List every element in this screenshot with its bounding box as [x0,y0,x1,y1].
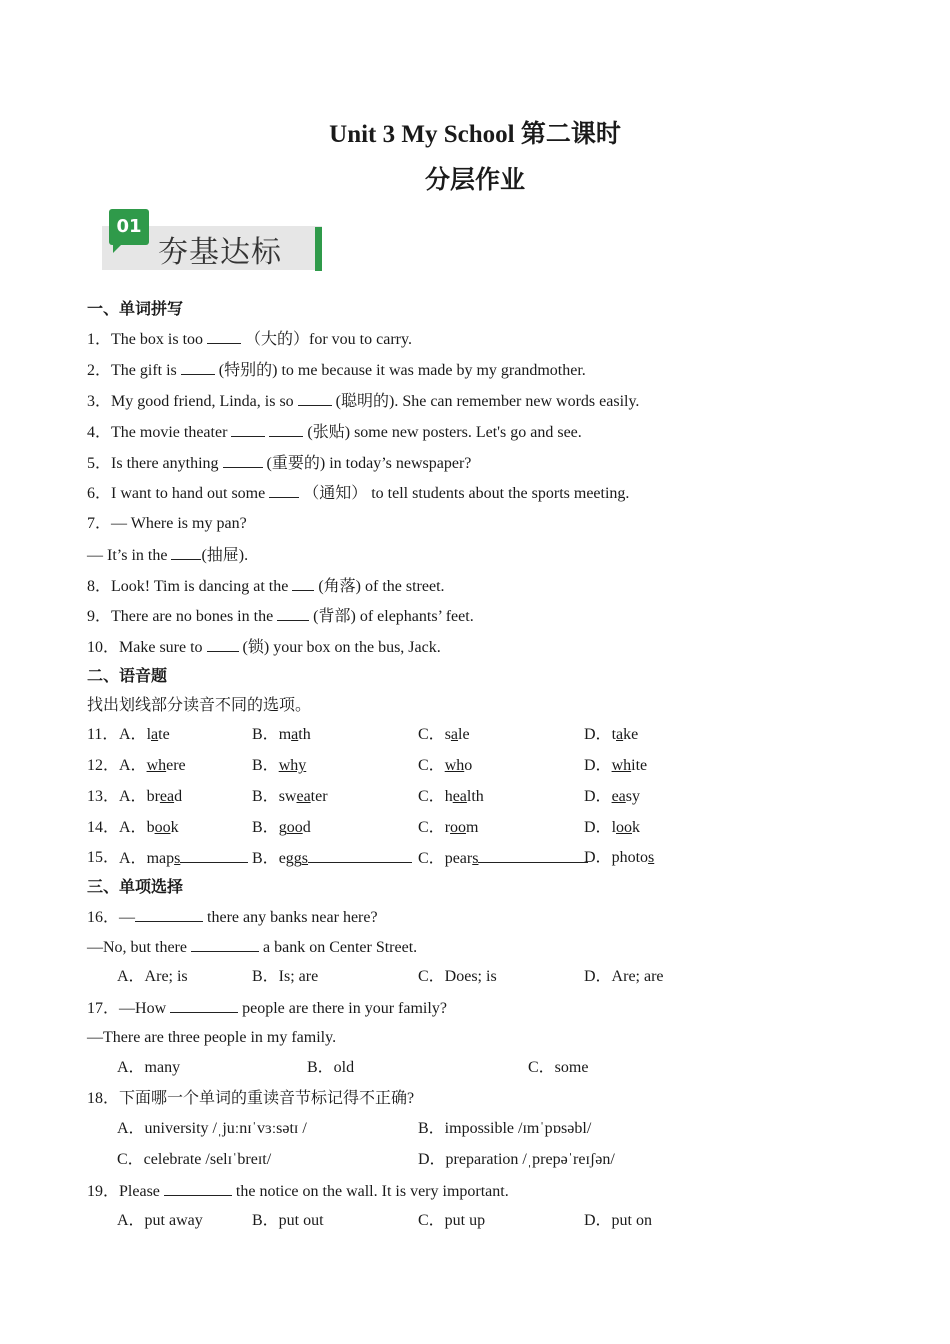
q14-option-c: C．room [418,819,479,836]
q18-option-b: B．impossible /ɪmˈpɒsəbl/ [418,1120,592,1137]
q15-option-c: C．pears [418,848,588,869]
q19-option-a: A．put away [117,1212,203,1229]
badge-text: 夯基达标 [158,235,282,270]
q17-option-b: B．old [307,1059,355,1076]
q12-option-c: C．who [418,757,473,774]
question-13: 13． [87,788,120,805]
q12-option-d: D．white [584,757,648,774]
q13-option-b: B．sweater [252,788,328,805]
q11-option-c: C．sale [418,726,470,743]
question-17: 17．—How people are there in your family? [87,1000,447,1017]
question-12: 12． [87,757,120,774]
section-badge [98,207,326,273]
question-8: 8．Look! Tim is dancing at the (角落) of the street. [87,578,445,595]
q16-option-a: A．Are; is [117,968,188,985]
phonics-instruction: 找出划线部分读音不同的选项。 [87,697,312,714]
q12-option-b: B．why [252,757,307,774]
q18-option-c: C．celebrate /selɪˈbreɪt/ [117,1151,272,1168]
q19-option-c: C．put up [418,1212,486,1229]
q14-option-a: A．book [119,819,179,836]
question-11: 11． [87,726,119,743]
question-14: 14． [87,819,120,836]
question-2: 2．The gift is (特别的) to me because it was made by my grandmother. [87,362,586,379]
question-5: 5．Is there anything (重要的) in today’s newspaper? [87,455,472,472]
q11-option-d: D．take [584,726,639,743]
section-heading-spelling: 一、单词拼写 [87,301,184,318]
page-title: Unit 3 My School 第二课时 [329,121,621,148]
question-4: 4．The movie theater (张贴) some new posters. Let's go and see. [87,424,582,441]
q18-option-a: A．university /ˌjuːnɪˈvɜːsətɪ / [117,1120,307,1137]
badge-number: 01 [109,209,149,245]
question-7-answer: — It’s in the (抽屉). [87,547,249,564]
q16-option-d: D．Are; are [584,968,664,985]
question-3: 3．My good friend, Linda, is so (聪明的). She can remember new words easily. [87,393,640,410]
question-19: 19．Please the notice on the wall. It is very important. [87,1183,509,1200]
question-18: 18．下面哪一个单词的重读音节标记得不正确? [87,1090,415,1107]
q19-option-d: D．put on [584,1212,653,1229]
question-1: 1．The box is too （大的）for vou to carry. [87,331,412,348]
q15-option-d: D．photos [584,849,655,866]
q18-option-d: D．preparation /ˌprepəˈreɪʃən/ [418,1151,615,1168]
question-16: 16．— there any banks near here? [87,909,378,926]
q13-option-a: A．bread [119,788,183,805]
page-subtitle: 分层作业 [424,167,525,194]
badge-bar [315,227,322,271]
question-15: 15． [87,849,120,866]
q19-option-b: B．put out [252,1212,324,1229]
q15-option-b: B．eggs [252,848,412,869]
q17-option-a: A．many [117,1059,181,1076]
q12-option-a: A．where [119,757,186,774]
question-17-reply: —There are three people in my family. [87,1029,337,1046]
q17-option-c: C．some [528,1059,589,1076]
q14-option-d: D．look [584,819,641,836]
q11-option-a: A．late [119,726,170,743]
section-heading-choice: 三、单项选择 [87,879,184,896]
question-9: 9．There are no bones in the (背部) of elephants’ feet. [87,608,474,625]
q11-option-b: B．math [252,726,311,743]
q16-option-c: C．Does; is [418,968,497,985]
q15-option-a: A．maps [119,848,248,869]
section-heading-phonics: 二、语音题 [87,668,168,685]
q14-option-b: B．good [252,819,311,836]
q13-option-d: D．easy [584,788,640,805]
question-6: 6．I want to hand out some （通知） to tell students about the sports meeting. [87,485,630,502]
question-7: 7．— Where is my pan? [87,515,247,532]
q16-option-b: B．Is; are [252,968,319,985]
q13-option-c: C．health [418,788,484,805]
question-16-reply: —No, but there a bank on Center Street. [87,939,418,956]
question-10: 10．Make sure to (锁) your box on the bus, Jack. [87,639,441,656]
